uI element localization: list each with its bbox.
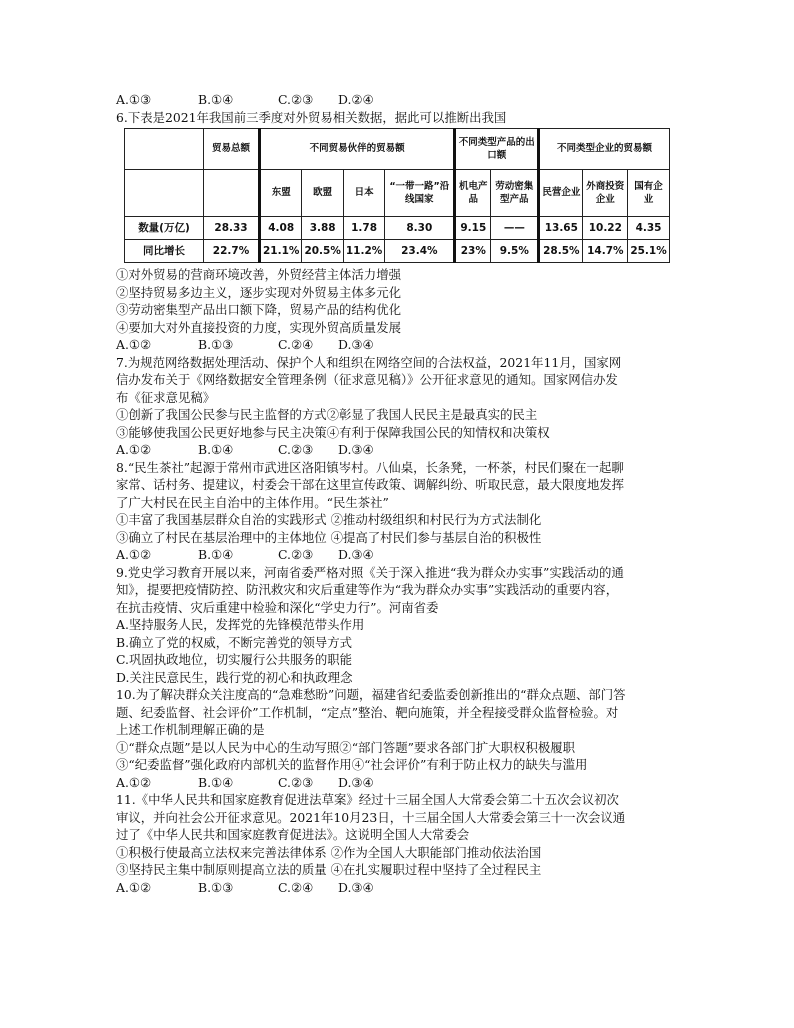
q5-option-b: B.①④ xyxy=(198,92,234,107)
table-cell: 9.15 xyxy=(455,217,491,240)
q8-stem-2: 家常、话村务、提建议，村委会干部在这里宣传政策、调解纠纷、听取民意，最大限度地发挥 xyxy=(116,477,625,492)
q7-option-a: A.①② xyxy=(116,442,152,457)
header-partners: 不同贸易伙伴的贸易额 xyxy=(260,129,455,170)
subheader-belt-road: “一带一路”沿线国家 xyxy=(385,170,455,217)
q7-stem-2: 信办发布关于《网络数据安全管理条例（征求意见稿）》公开征求意见的通知。国家网信办发 xyxy=(116,372,618,387)
q6-options xyxy=(116,336,716,354)
q6-stem: 6.下表是2021年我国前三季度对外贸易相关数据，据此可以推断出我国 xyxy=(116,109,507,125)
q11-option-c: C.②④ xyxy=(278,879,314,895)
subheader-asean: 东盟 xyxy=(260,170,302,217)
q11-options xyxy=(116,879,716,897)
q11-stem-2: 审议，并向社会公开征求意见。2021年10月23日，十三届全国人大常委会第三十一次会议通 xyxy=(116,809,626,825)
subheader-eu: 欧盟 xyxy=(302,170,343,217)
table-cell: 3.88 xyxy=(302,217,343,240)
q10-item-1: ①“群众点题”是以人民为中心的生动写照②“部门答题”要求各部门扩大职权积极履职 xyxy=(116,739,576,755)
header-enterprise-types: 不同类型企业的贸易额 xyxy=(539,129,669,170)
table-cell: 11.2% xyxy=(343,240,384,263)
q6-item-2: ②坚持贸易多边主义，逐步实现对外贸易主体多元化 xyxy=(116,284,401,300)
q6-item-4: ④要加大对外直接投资的力度，实现外贸高质量发展 xyxy=(116,319,401,335)
subheader-empty-2 xyxy=(204,170,260,217)
table-row xyxy=(125,240,670,263)
subheader-foreign: 外商投资企业 xyxy=(583,170,628,217)
q10-stem-3: 上述工作机制理解正确的是 xyxy=(116,722,265,737)
q11-item-1: ①积极行使最高立法权来完善法律体系 ②作为全国人大职能部门推动依法治国 xyxy=(116,844,542,860)
table-cell: 4.35 xyxy=(628,217,669,240)
q9-stem-1: 9.党史学习教育开展以来，河南省委严格对照《关于深入推进“我为群众办实事”实践活动的通 xyxy=(116,564,624,580)
table-corner xyxy=(125,129,204,170)
q6-option-c: C.②④ xyxy=(278,337,314,352)
q7-item-1: ①创新了我国公民参与民主监督的方式②彰显了我国人民民主是最真实的民主 xyxy=(116,407,538,422)
subheader-private: 民营企业 xyxy=(539,170,583,217)
subheader-japan: 日本 xyxy=(343,170,384,217)
subheader-empty-1 xyxy=(125,170,204,217)
table-cell: 13.65 xyxy=(539,217,583,240)
table-cell: 1.78 xyxy=(343,217,384,240)
q8-item-1: ①丰富了我国基层群众自治的实践形式 ②推动村级组织和村民行为方式法制化 xyxy=(116,512,542,527)
q10-item-2: ③“纪委监督”强化政府内部机关的监督作用④“社会评价”有利于防止权力的缺失与滥用 xyxy=(116,757,588,772)
q7-stem-3: 布《征求意见稿》 xyxy=(116,389,216,405)
table-row xyxy=(125,217,670,240)
q11-option-b: B.①③ xyxy=(198,879,234,895)
table-cell: 4.08 xyxy=(260,217,302,240)
q11-stem-1: 11.《中华人民共和国家庭教育促进法草案》经过十三届全国人大常委会第二十五次会议初次 xyxy=(116,792,619,807)
table-cell: 9.5% xyxy=(491,240,539,263)
q7-option-d: D.③④ xyxy=(338,442,374,457)
trade-data-table xyxy=(124,128,670,263)
table-cell: —— xyxy=(491,217,539,240)
q7-option-c: C.②③ xyxy=(278,442,314,457)
q8-options xyxy=(116,546,716,564)
q8-option-b: B.①④ xyxy=(198,547,234,562)
q5-option-c: C.②③ xyxy=(278,92,314,107)
table-cell: 20.5% xyxy=(302,240,343,263)
q7-options xyxy=(116,441,716,459)
q11-item-2: ③坚持民主集中制原则提高立法的质量 ④在扎实履职过程中坚持了全过程民主 xyxy=(116,862,542,877)
q10-options xyxy=(116,774,716,792)
q10-stem-1: 10.为了解决群众关注度高的“急难愁盼”问题，福建省纪委监委创新推出的“群众点题、部门答 xyxy=(116,687,626,702)
q7-option-b: B.①④ xyxy=(198,442,234,457)
q9-choice-b: B.确立了党的权威，不断完善党的领导方式 xyxy=(116,634,353,650)
row-label-growth: 同比增长 xyxy=(125,240,204,263)
exam-content xyxy=(116,91,716,896)
q5-option-a: A.①③ xyxy=(116,92,152,107)
q9-stem-3: 在抗击疫情、灾后重建中检验和深化“学史力行”。河南省委 xyxy=(116,599,439,615)
table-cell: 8.30 xyxy=(385,217,455,240)
q10-stem-2: 题、纪委监督、社会评价”工作机制，“定点”整治、靶向施策，并全程接受群众监督检验。对 xyxy=(116,704,619,720)
q8-option-c: C.②③ xyxy=(278,547,314,562)
subheader-state: 国有企业 xyxy=(628,170,669,217)
q6-item-1: ①对外贸易的营商环境改善，外贸经营主体活力增强 xyxy=(116,267,401,282)
q11-option-d: D.③④ xyxy=(338,879,374,895)
q6-option-d: D.③④ xyxy=(338,337,374,352)
table-cell: 10.22 xyxy=(583,217,628,240)
table-cell: 21.1% xyxy=(260,240,302,263)
q9-choice-c: C.巩固执政地位，切实履行公共服务的职能 xyxy=(116,652,353,667)
q11-stem-3: 过了《中华人民共和国家庭教育促进法》。这说明全国人大常委会 xyxy=(116,827,470,842)
q11-option-a: A.①② xyxy=(116,879,152,895)
q6-option-b: B.①③ xyxy=(198,337,234,352)
q10-option-b: B.①④ xyxy=(198,774,234,790)
subheader-labor-intensive: 劳动密集型产品 xyxy=(491,170,539,217)
q7-stem-1: 7.为规范网络数据处理活动、保护个人和组织在网络空间的合法权益，2021年11月，国家网 xyxy=(116,354,622,370)
q9-stem-2: 知》，提要把疫情防控、防汛救灾和灾后重建等作为“我为群众办实事”实践活动的重要内容， xyxy=(116,582,619,597)
q5-option-d: D.②④ xyxy=(338,92,374,107)
q6-option-a: A.①② xyxy=(116,337,152,352)
q8-option-a: A.①② xyxy=(116,547,152,562)
table-cell: 28.5% xyxy=(539,240,583,263)
subheader-electromech: 机电产品 xyxy=(455,170,491,217)
q9-choice-a: A.坚持服务人民，发挥党的先锋模范带头作用 xyxy=(116,617,365,632)
table-cell: 14.7% xyxy=(583,240,628,263)
header-product-types: 不同类型产品的出口额 xyxy=(455,129,539,170)
header-total-trade: 贸易总额 xyxy=(204,129,260,170)
q7-item-2: ③能够使我国公民更好地参与民主决策④有利于保障我国公民的知情权和决策权 xyxy=(116,424,550,440)
q8-stem-3: 了广大村民在民主自治中的主体作用。“民生茶社” xyxy=(116,494,389,510)
q10-option-c: C.②③ xyxy=(278,774,314,790)
q10-option-d: D.③④ xyxy=(338,774,374,790)
q8-stem-1: 8.“民生茶社”起源于常州市武进区洛阳镇岑村。八仙桌，长条凳，一杯茶，村民们聚在一起聊 xyxy=(116,459,624,475)
q9-choice-d: D.关注民意民生，践行党的初心和执政理念 xyxy=(116,669,353,685)
q8-item-2: ③确立了村民在基层治理中的主体地位 ④提高了村民们参与基层自治的积极性 xyxy=(116,529,542,545)
q5-options xyxy=(116,91,716,109)
table-cell: 25.1% xyxy=(628,240,669,263)
q10-option-a: A.①② xyxy=(116,774,152,790)
table-cell: 28.33 xyxy=(204,217,260,240)
table-cell: 23.4% xyxy=(385,240,455,263)
table-cell: 22.7% xyxy=(204,240,260,263)
row-label-amount: 数量(万亿) xyxy=(125,217,204,240)
q6-item-3: ③劳动密集型产品出口额下降，贸易产品的结构优化 xyxy=(116,302,401,317)
table-cell: 23% xyxy=(455,240,491,263)
q8-option-d: D.③④ xyxy=(338,547,374,562)
